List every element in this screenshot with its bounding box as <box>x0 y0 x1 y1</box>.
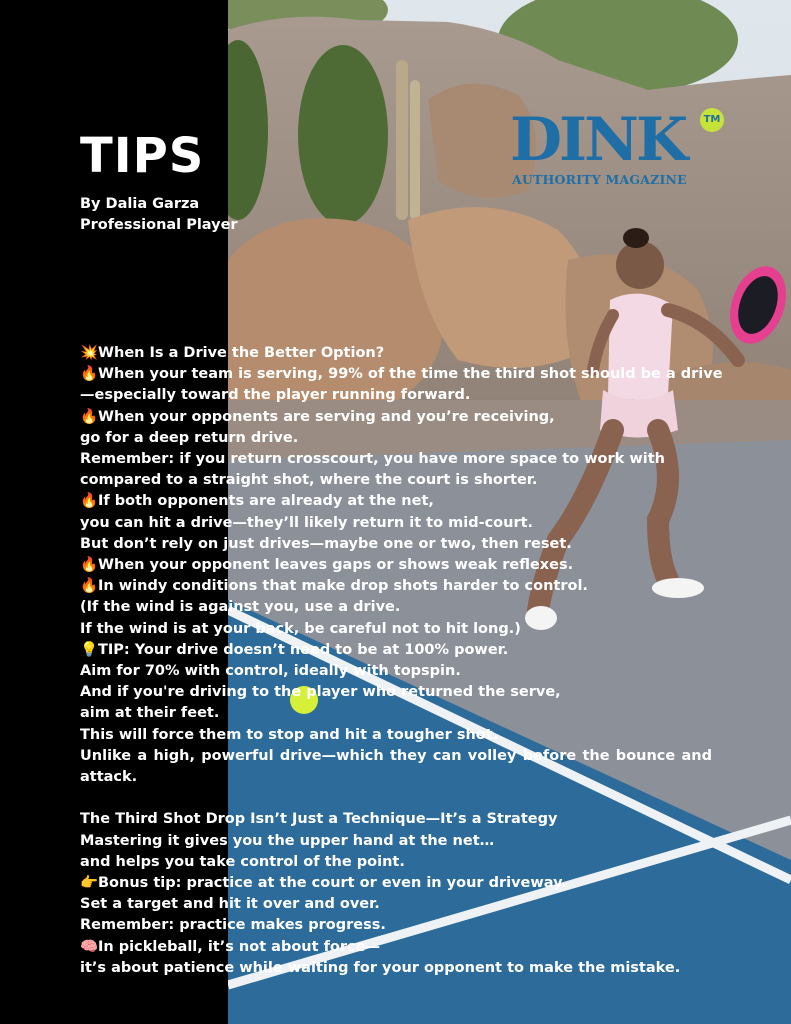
light-bulb-icon: 💡 <box>80 641 99 658</box>
author-role: Professional Player <box>80 217 238 233</box>
article-line <box>80 915 712 936</box>
article-line-text: When your opponent leaves gaps or shows weak reflexes. <box>98 557 574 574</box>
article-line <box>80 343 712 364</box>
article-line-text: If the wind is at your back, be careful not to hit long.) <box>80 620 521 637</box>
author-name: By Dalia Garza <box>80 196 200 212</box>
article-line-text: If both opponents are already at the net, <box>98 493 434 510</box>
article-line-text: Aim for 70% with control, ideally with topspin. <box>80 663 461 680</box>
article-line-text: In pickleball, it’s not about force— <box>98 938 380 955</box>
page-title: TIPS <box>80 128 205 184</box>
article-line <box>80 831 712 852</box>
fire-icon: 🔥 <box>80 578 99 595</box>
article-line <box>80 428 712 449</box>
fire-icon: 🔥 <box>80 493 99 510</box>
article-line <box>80 513 712 534</box>
article-line <box>80 491 712 512</box>
article-line-text: aim at their feet. <box>80 705 220 722</box>
article-line <box>80 555 712 576</box>
article-line-text: But don’t rely on just drives—maybe one or two, then reset. <box>80 535 572 552</box>
article-line-text: Bonus tip: practice at the court or even in your driveway. <box>98 875 567 892</box>
article-line-text: The Third Shot Drop Isn’t Just a Technique—It’s a Strategy <box>80 811 558 828</box>
article-line <box>80 640 712 661</box>
article-line-text: you can hit a drive—they’ll likely return it to mid-court. <box>80 514 534 531</box>
article-line <box>80 470 712 491</box>
article-line-text: When your opponents are serving and you’re receiving, <box>98 408 555 425</box>
article-line <box>80 894 712 915</box>
fire-icon: 🔥 <box>80 408 99 425</box>
article-line-text: In windy conditions that make drop shots harder to control. <box>98 578 588 595</box>
article-line <box>80 937 712 958</box>
article-line-text: Mastering it gives you the upper hand at the net… <box>80 832 495 849</box>
article-line <box>80 873 712 894</box>
blank-line <box>80 788 712 809</box>
article-line <box>80 746 712 788</box>
article-line-text: compared to a straight shot, where the court is shorter. <box>80 472 538 489</box>
magazine-logo <box>510 105 730 194</box>
article-line-text: go for a deep return drive. <box>80 429 299 446</box>
fire-icon: 🔥 <box>80 366 99 383</box>
article-line <box>80 364 723 385</box>
article-line <box>80 852 712 873</box>
article-line <box>80 597 712 618</box>
article-line <box>80 661 712 682</box>
article-line-text: When Is a Drive the Better Option? <box>98 345 385 361</box>
article-line-text: And if you're driving to the player who returned the serve, <box>80 684 561 701</box>
brain-icon: 🧠 <box>80 938 99 955</box>
article-line <box>80 407 712 428</box>
article-line-text: This will force them to stop and hit a tougher shot. <box>80 726 499 743</box>
article-line <box>80 958 712 979</box>
article-line-text: it’s about patience while waiting for your opponent to make the mistake. <box>80 959 681 976</box>
article-line-text: Remember: practice makes progress. <box>80 917 386 934</box>
logo-subtitle: AUTHORITY MAGAZINE <box>512 172 687 187</box>
byline <box>80 194 238 236</box>
trademark-badge: TM <box>700 108 724 132</box>
article-line <box>80 534 712 555</box>
article-line <box>80 385 712 406</box>
article-line <box>80 449 712 470</box>
article-line-text: (If the wind is against you, use a drive. <box>80 599 401 616</box>
article-line <box>80 725 712 746</box>
article-line-text: and helps you take control of the point. <box>80 853 405 870</box>
article-line-text: —especially toward the player running forward. <box>80 387 471 404</box>
article-line <box>80 619 712 640</box>
pointing-hand-icon: 👉 <box>80 875 99 892</box>
collision-icon: 💥 <box>80 345 99 361</box>
article-line-text: Set a target and hit it over and over. <box>80 896 380 913</box>
logo-wordmark: DINK <box>510 105 686 175</box>
article-line <box>80 576 712 597</box>
article-line <box>80 682 712 703</box>
article-line-text: When your team is serving, 99% of the time the third shot should be a drive <box>98 366 723 383</box>
article-body <box>80 343 723 979</box>
article-line-text: Remember: if you return crosscourt, you have more space to work with <box>80 451 665 468</box>
article-line <box>80 809 712 830</box>
fire-icon: 🔥 <box>80 557 99 574</box>
article-line-text: Unlike a high, powerful drive—which they can volley before the bounce and attack. <box>80 747 712 786</box>
article-line <box>80 703 712 724</box>
article-line-text: TIP: Your drive doesn’t need to be at 100% power. <box>98 641 509 658</box>
